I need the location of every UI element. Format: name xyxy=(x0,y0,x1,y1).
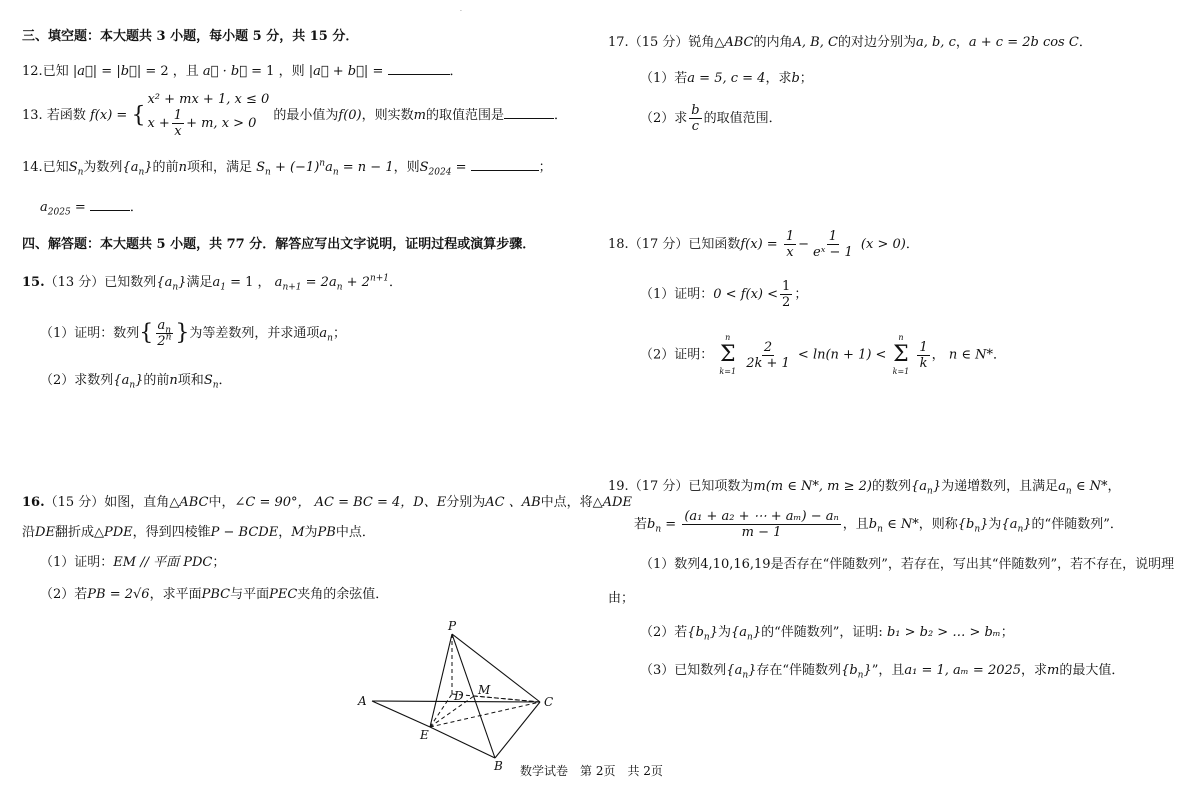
edge-AE xyxy=(372,701,430,727)
question-13: 13. 若函数 f(x) = { x² + mx + 1, x ≤ 0 x + $\frac{1}{x}$ + m, x > 0 的最小值为f(0)，则实数m的取值范围是 ． xyxy=(22,92,568,139)
question-16-line2: 沿DE翻折成△PDE，得到四棱锥P − BCDE，M为PB中点． xyxy=(22,525,375,540)
question-18: 18.（17 分）已知函数f(x) = $\frac{1}{x}$ − $\frac{1}{\text{eˣ − 1}}$ (x > 0)． xyxy=(608,229,919,260)
section-3-heading: 三、填空题：本大题共 3 小题，每小题 5 分，共 15 分． xyxy=(22,29,359,44)
page-footer: 数学试卷 第 2页 共 2页 xyxy=(520,764,663,778)
label-D: D xyxy=(454,689,464,703)
question-15-part2: （2）求数列$\{a_n\}$的前n项和$S_n$． xyxy=(40,373,232,391)
question-19: 19.（17 分）已知项数为m(m ∈ N*, m ≥ 2)的数列$\{a_n\}$为递增数列，且满足$a_n$ ∈ N*， xyxy=(608,479,1121,497)
edge-EB xyxy=(430,727,495,758)
label-A: A xyxy=(358,694,367,708)
answer-blank-13[interactable] xyxy=(504,106,554,119)
question-19-part3: （3）已知数列$\{a_n\}$存在“伴随数列$\{b_n\}$”，且a₁ = 1, aₘ = 2025，求m的最大值． xyxy=(640,663,1125,681)
question-19-part2: （2）若$\{b_n\}$为$\{a_n\}$的“伴随数列”，证明: b₁ > b₂ > … > bₘ； xyxy=(640,625,1014,643)
question-15: 15.（13 分）已知数列$\{a_n\}$满足$a_1 = 1$ ， $a_{n+1} = 2a_n + 2^{n+1}$． xyxy=(22,273,403,293)
question-14-part2: $a_{2025}$ = ． xyxy=(40,200,143,218)
question-12: 12.已知 |a⃗| = |b⃗| = 2 ，且 a⃗ · b⃗ = 1 ，则 |a⃗ + b⃗| = ． xyxy=(22,64,463,79)
label-E: E xyxy=(420,728,429,742)
pyramid-figure xyxy=(340,612,580,772)
answer-blank-14b[interactable] xyxy=(90,198,130,211)
question-17-part2: （2）求 $\frac{b}{c}$ 的取值范围． xyxy=(640,103,782,134)
label-P: P xyxy=(448,619,457,633)
label-B: B xyxy=(494,759,503,772)
question-19-part1: （1）数列4,10,16,19是否存在“伴随数列”，若存在，写出其“伴随数列”，若不存在，说明理 xyxy=(640,557,1175,572)
question-15-part1: （1）证明：数列{ $\frac{a_n}{2^n}$ }为等差数列，并求通项$a_n$； xyxy=(40,318,346,349)
label-C: C xyxy=(544,695,554,709)
page-mark: · xyxy=(460,8,462,15)
edge-PE xyxy=(430,634,452,727)
edge-ED xyxy=(430,694,452,727)
question-19-line2: 若$b_n$ = $\frac{\text{(a₁ + a₂ + ⋯ + aₘ) − aₙ}}{m - 1}$ ，且$b_n$ ∈ N*，则称$\{b_n\}$为$\{a_n\}$的“伴随数列”． xyxy=(634,509,1123,540)
edge-PC xyxy=(452,634,540,702)
question-16: 16.（15 分）如图，直角△ABC中，∠C = 90°， AC = BC = 4，D、E分别为AC 、AB中点，将△ADE xyxy=(22,495,632,510)
label-M: M xyxy=(478,683,491,697)
question-17: 17.（15 分）锐角△ABC的内角A, B, C的对边分别为a, b, c，a + c = 2b cos C． xyxy=(608,35,1092,50)
question-16-part2: （2）若PB = 2√6，求平面PBC与平面PEC夹角的余弦值． xyxy=(40,587,389,602)
question-17-part1: （1）若a = 5, c = 4，求b； xyxy=(640,71,813,86)
answer-blank-14a[interactable] xyxy=(471,158,539,171)
section-4-heading: 四、解答题：本大题共 5 小题，共 77 分．解答应写出文字说明，证明过程或演算步骤． xyxy=(22,237,536,252)
question-14: 14.已知$S_n$为数列$\{a_n\}$的前n项和，满足 $S_n + (-1)^na_n = n - 1$，则$S_{2024}$ = ； xyxy=(22,158,552,178)
question-18-part1: （1）证明：0 < f(x) < $\frac{1}{2}$ ； xyxy=(640,279,808,310)
question-18-part2: （2）证明： n Σ k=1 $\frac{2}{2k + 1}$ < ln(n + 1) < n Σ k=1 $\frac{1}{k}$ ， n ∈ N*． xyxy=(640,333,1006,376)
question-16-part1: （1）证明：EM // 平面 PDC； xyxy=(40,555,226,570)
question-19-part1-cont: 由； xyxy=(608,591,635,606)
answer-blank-12[interactable] xyxy=(388,62,450,75)
